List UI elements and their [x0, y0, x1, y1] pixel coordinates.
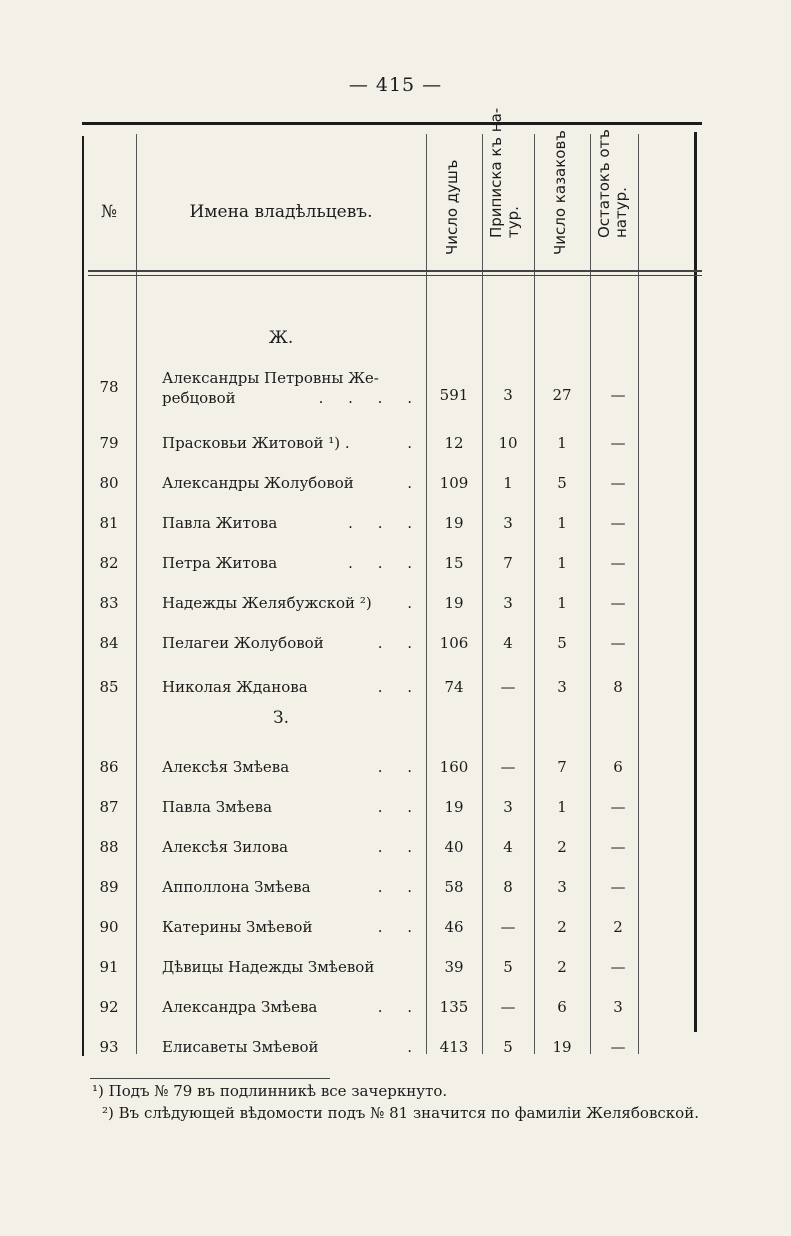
- table-row: [82, 424, 702, 464]
- header-cossacks: Число казаковъ: [551, 130, 569, 255]
- cossacks-value: 2: [557, 838, 567, 856]
- remainder-value: 3: [613, 998, 623, 1016]
- souls-value: 109: [439, 474, 469, 492]
- remainder-value: 6: [613, 758, 623, 776]
- header-registered-line2: тур.: [504, 206, 522, 238]
- owner-name: [162, 474, 422, 492]
- leader-dots: . .: [377, 758, 422, 776]
- leader-dots: . .: [377, 678, 422, 696]
- registered-value: —: [500, 758, 516, 776]
- cossacks-value: 1: [557, 798, 567, 816]
- remainder-value: —: [610, 798, 626, 816]
- cossacks-value: 3: [557, 678, 567, 696]
- souls-value: 40: [444, 838, 464, 856]
- owner-name: [162, 634, 422, 652]
- owner-name: [162, 368, 422, 408]
- cossacks-value: 19: [552, 1038, 572, 1056]
- souls-value: 39: [444, 958, 464, 976]
- souls-value: 106: [439, 634, 469, 652]
- cossacks-value: 2: [557, 958, 567, 976]
- souls-value: 15: [444, 554, 464, 572]
- row-number: 78: [99, 378, 119, 396]
- registered-value: 4: [503, 838, 513, 856]
- souls-value: 160: [439, 758, 469, 776]
- cossacks-value: 1: [557, 554, 567, 572]
- remainder-value: —: [610, 434, 626, 452]
- souls-value: 74: [444, 678, 464, 696]
- footnote-2: ²) Въ слѣдующей вѣдомости подъ № 81 значится по фамиліи Желябовской.: [102, 1104, 699, 1122]
- cossacks-value: 6: [557, 998, 567, 1016]
- registered-value: —: [500, 998, 516, 1016]
- owners-table: [82, 107, 702, 1056]
- section-letter: З.: [273, 708, 289, 728]
- row-number: 93: [99, 1038, 119, 1056]
- table-top-rule: [82, 122, 702, 125]
- header-remainder-cell: [594, 129, 638, 268]
- remainder-value: 2: [613, 918, 623, 936]
- footnote-rule: [90, 1078, 330, 1079]
- header-registered-line1: Приписка къ на-: [487, 107, 505, 238]
- cossacks-value: 7: [557, 758, 567, 776]
- leader-dots: . .: [377, 998, 422, 1016]
- leader-dots: . .: [377, 838, 422, 856]
- owner-name-text: Пелагеи Жолубовой: [162, 634, 324, 652]
- registered-value: 8: [503, 878, 513, 896]
- remainder-value: —: [610, 958, 626, 976]
- header-rule: [88, 275, 702, 276]
- row-number: 92: [99, 998, 119, 1016]
- footnotes: [92, 1080, 712, 1124]
- section-letter: Ж.: [268, 328, 294, 348]
- owner-name-text: Надежды Желябужской ²): [162, 594, 372, 612]
- table-row: [82, 868, 702, 908]
- leader-dots: .: [407, 474, 422, 492]
- table-row: [82, 828, 702, 868]
- owner-name-text: Дѣвицы Надежды Змѣевой: [162, 958, 375, 976]
- owner-name: [162, 918, 422, 936]
- registered-value: —: [500, 678, 516, 696]
- registered-value: 3: [503, 514, 513, 532]
- header-souls: Число душъ: [443, 159, 461, 255]
- owner-name-line2-wrap: [162, 388, 422, 408]
- owner-name: [162, 1038, 422, 1056]
- table-row: [82, 1028, 702, 1068]
- registered-value: 4: [503, 634, 513, 652]
- owner-name: [162, 554, 422, 572]
- row-number: 82: [99, 554, 119, 572]
- owner-name: [162, 758, 422, 776]
- cossacks-value: 1: [557, 434, 567, 452]
- owner-name-text: Елисаветы Змѣевой: [162, 1038, 319, 1056]
- souls-value: 58: [444, 878, 464, 896]
- table-row: [82, 504, 702, 544]
- header-souls-cell: [434, 132, 474, 268]
- cossacks-value: 2: [557, 918, 567, 936]
- cossacks-value: 5: [557, 474, 567, 492]
- remainder-value: —: [610, 634, 626, 652]
- registered-value: 5: [503, 1038, 513, 1056]
- remainder-value: 8: [613, 678, 623, 696]
- table-row: [82, 584, 702, 624]
- table-row: [82, 948, 702, 988]
- remainder-value: —: [610, 838, 626, 856]
- owner-name-text: Павла Житова: [162, 514, 278, 532]
- row-number: 91: [99, 958, 119, 976]
- leader-dots: . .: [377, 798, 422, 816]
- registered-value: 10: [498, 434, 518, 452]
- table-row: [82, 668, 702, 708]
- table-row: [82, 788, 702, 828]
- souls-value: 12: [444, 434, 464, 452]
- owner-name: [162, 798, 422, 816]
- row-number: 84: [99, 634, 119, 652]
- row-number: 86: [99, 758, 119, 776]
- row-number: 81: [99, 514, 119, 532]
- row-number: 88: [99, 838, 119, 856]
- header-registered: [488, 108, 522, 238]
- row-number: 80: [99, 474, 119, 492]
- header-remainder-line2: натур.: [612, 187, 630, 238]
- leader-dots: .: [407, 434, 422, 452]
- page-number: — 415 —: [348, 74, 443, 96]
- owner-name: [162, 594, 422, 612]
- remainder-value: —: [610, 594, 626, 612]
- registered-value: 3: [503, 594, 513, 612]
- header-number: №: [100, 202, 118, 222]
- owner-name-text: Петра Житова: [162, 554, 278, 572]
- cossacks-value: 1: [557, 594, 567, 612]
- registered-value: 7: [503, 554, 513, 572]
- souls-value: 19: [444, 594, 464, 612]
- registered-value: —: [500, 918, 516, 936]
- row-number: 83: [99, 594, 119, 612]
- owner-name: [162, 514, 422, 532]
- cossacks-value: 27: [552, 386, 572, 404]
- owner-name-text: Павла Змѣева: [162, 798, 273, 816]
- table-row: [82, 748, 702, 788]
- leader-dots: . .: [377, 918, 422, 936]
- leader-dots: . . .: [348, 514, 422, 532]
- souls-value: 19: [444, 798, 464, 816]
- table-row: [82, 464, 702, 504]
- owner-name-text: Александра Змѣева: [162, 998, 318, 1016]
- souls-value: 19: [444, 514, 464, 532]
- souls-value: 413: [439, 1038, 469, 1056]
- souls-value: 591: [439, 386, 469, 404]
- table-row: [82, 368, 702, 408]
- leader-dots: . .: [377, 634, 422, 652]
- registered-value: 5: [503, 958, 513, 976]
- registered-value: 3: [503, 386, 513, 404]
- table-row: [82, 988, 702, 1028]
- owner-name-text: Прасковьи Житовой ¹) .: [162, 434, 350, 452]
- leader-dots: .: [407, 1038, 422, 1056]
- souls-value: 135: [439, 998, 469, 1016]
- owner-name: [162, 678, 422, 696]
- owner-name: [162, 958, 422, 976]
- header-remainder: [596, 129, 630, 238]
- header-rule: [88, 270, 702, 272]
- header-owner-names: Имена владѣльцевъ.: [189, 202, 373, 222]
- header-remainder-line1: Остатокъ отъ: [595, 129, 613, 238]
- owner-name-text: Николая Жданова: [162, 678, 308, 696]
- registered-value: 1: [503, 474, 513, 492]
- leader-dots: . . .: [348, 554, 422, 572]
- header-registered-cell: [486, 107, 530, 268]
- owner-name-text: Катерины Змѣевой: [162, 918, 313, 936]
- row-number: 89: [99, 878, 119, 896]
- remainder-value: —: [610, 878, 626, 896]
- owner-name: [162, 998, 422, 1016]
- registered-value: 3: [503, 798, 513, 816]
- row-number: 90: [99, 918, 119, 936]
- table-row: [82, 908, 702, 948]
- owner-name-line1: Александры Петровны Же-: [162, 369, 379, 387]
- owner-name-text: Апполлона Змѣева: [162, 878, 311, 896]
- table-row: [82, 544, 702, 584]
- cossacks-value: 5: [557, 634, 567, 652]
- footnote-1: ¹) Подъ № 79 въ подлинникѣ все зачеркнуто.: [92, 1082, 448, 1100]
- leader-dots: . . . .: [318, 389, 422, 407]
- leader-dots: .: [407, 594, 422, 612]
- owner-name: [162, 838, 422, 856]
- cossacks-value: 3: [557, 878, 567, 896]
- row-number: 79: [99, 434, 119, 452]
- owner-name: [162, 434, 422, 452]
- owner-name-line2: ребцовой: [162, 389, 236, 407]
- owner-name-text: Алексѣя Зилова: [162, 838, 289, 856]
- cossacks-value: 1: [557, 514, 567, 532]
- table-row: [82, 624, 702, 664]
- header-cossacks-cell: [542, 132, 582, 268]
- leader-dots: . .: [377, 878, 422, 896]
- owner-name-text: Алексѣя Змѣева: [162, 758, 290, 776]
- row-number: 87: [99, 798, 119, 816]
- owner-name: [162, 878, 422, 896]
- row-number: 85: [99, 678, 119, 696]
- owner-name-text: Александры Жолубовой: [162, 474, 354, 492]
- remainder-value: —: [610, 554, 626, 572]
- remainder-value: —: [610, 474, 626, 492]
- souls-value: 46: [444, 918, 464, 936]
- remainder-value: —: [610, 1038, 626, 1056]
- remainder-value: —: [610, 386, 626, 404]
- remainder-value: —: [610, 514, 626, 532]
